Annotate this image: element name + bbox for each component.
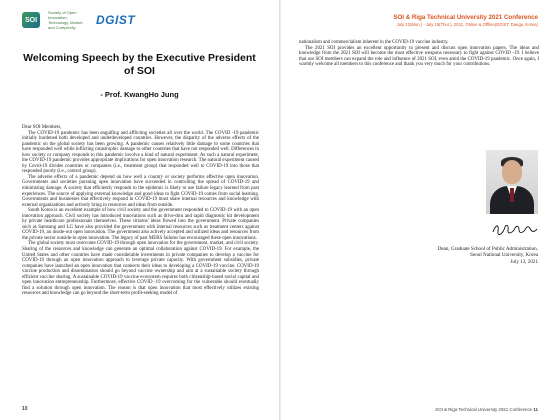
author-affiliation bbox=[438, 246, 538, 265]
paragraph: The COVID-19 pandemic has been engulfing and afflicting societies all over the world. The COVID -19 pandemic initially burdened both developed and underdeveloped countries. However, the disparity of the adverse effects of the pandemic on the global society has been growing. A pandemic causes relatively little damage to some countries that have responded well while inflicting catastrophic damage to other countries that have not responded well. Differences in how society or company responds to this pandemic involve a kind of natural experiment. As such a natural experiment, the COVID-19 pandemic provides appropriate implications for open innovation research. The natural experiment caused by Covid-19 divides countries or companies (i.e., treatment group) that responded well to COVID-19 into those that responded poorly (i.e., control group). bbox=[22, 130, 259, 175]
speech-body bbox=[22, 125, 259, 297]
paragraph: South Korea is an excellent example of how civil society and the government responded to COVID-19 with an open innovation approach. Civil society has introduced innovations such as drive-thru and rapid diagnostic kit development by private healthcare professionals themselves. These citizens' ideas flowed into the government. Private companies such as Samsung and LG have also provided the government with internal resources such as treatment centers against COVID-19, an inside-out open innovation. The government also actively accepted and utilized ideas and resources from the private sector outside-in open innovation. The legacy of past MERS failures has encouraged these open innovations. bbox=[22, 208, 259, 241]
signature-image bbox=[491, 222, 539, 236]
paragraph: The adverse effects of a pandemic depend on how well a country or society performs effective open innovation. Governments and societies pursuing open innovation have succeeded in controlling the spread of COVID-19 and minimizing damage. A society that efficiently responds to the epidemic is likely to use failure legacy learned from past experiences. The source of applying external knowledge and good ideas to fight COVID-19 comes from social learning. Governments and businesses that effectively respond to COVID-19 must share internal resources and knowledge with external organizations and actively bring in resources and ideas from outside. bbox=[22, 174, 259, 208]
page-number-left: 10 bbox=[22, 406, 28, 412]
affiliation-line: Dean, Graduate School of Public Administration, bbox=[437, 246, 538, 252]
left-page bbox=[0, 0, 279, 420]
paragraph: The global society must overcome COVID-19 through open innovation for the government, market, and civil society. Sharing of the resources and knowledge can generate an optimal collaboration against COVID-19. For example, the United States and other countries have made considerable investments in private companies to develop a vaccine for COVID-19 through an open innovation approach to leverage private capacity. With government subsidies, private companies have launched an open innovation that connects their ideas to developing a COVID-19 vaccine. COVID-19 vaccine production and dissemination should go beyond vaccine ownership and aim at a sustainable society through efficient vaccine sharing. A sustainable COVID-19 vaccine ecosystem requires both citizenship-based social capital and open innovation entrepreneurship. Furthermore, effective COVID -19 overcoming for the vulnerable should eventually find a solution through open innovation. The reason is that open innovation that most effectively utilizes existing resources and knowledge can go beyond the short-term profit-seeking model of bbox=[22, 241, 259, 297]
header-logos bbox=[22, 10, 135, 30]
author-portrait bbox=[486, 150, 538, 214]
affiliation-line: Seoul National University, Korea bbox=[470, 252, 538, 259]
speech-body-continued bbox=[299, 40, 539, 68]
dgist-logo: DGIST bbox=[96, 13, 136, 27]
soi-logo: SOI bbox=[22, 12, 40, 28]
page-footer-right bbox=[435, 407, 538, 412]
paragraph: nationalism and commercialism inherent in the COVID-19 vaccine industry. bbox=[299, 40, 449, 45]
footer-text: SOI & Riga Technical University 2021 Conference bbox=[435, 407, 533, 412]
right-page bbox=[281, 0, 560, 420]
author-line: - Prof. KwangHo Jung bbox=[100, 90, 179, 99]
affiliation-date: July 13, 2021 bbox=[510, 258, 538, 265]
paragraph: The 2021 SOI provides an excellent opportunity to present and discuss open innovation papers. The ideas and knowledge from the 2021 SOI will become the most effective weapons necessary to fight against COVID -19. I believe that our SOI members can expand the role and influence of 2021 SOI, even amid the COVID-19 pandemic. Once again, I warmly welcome all members to this conference and thank you very much for your contributions. bbox=[299, 45, 539, 68]
conference-dates: July 12(Mon.) - July 15(Thur.), 2021, Online & Offline(DGIST, Daegu, Korea) bbox=[396, 22, 538, 27]
soi-logo-text: Society of Open Innovation: Technology, Market, and Complexity bbox=[48, 10, 84, 30]
conference-title: SOI & Riga Technical University 2021 Conference bbox=[393, 14, 538, 21]
salutation: Dear SOI Members, bbox=[22, 125, 62, 130]
page-number-right: 11 bbox=[533, 407, 538, 412]
conference-header bbox=[393, 14, 538, 27]
page-title: Welcoming Speech by the Executive President of SOI bbox=[23, 52, 256, 77]
